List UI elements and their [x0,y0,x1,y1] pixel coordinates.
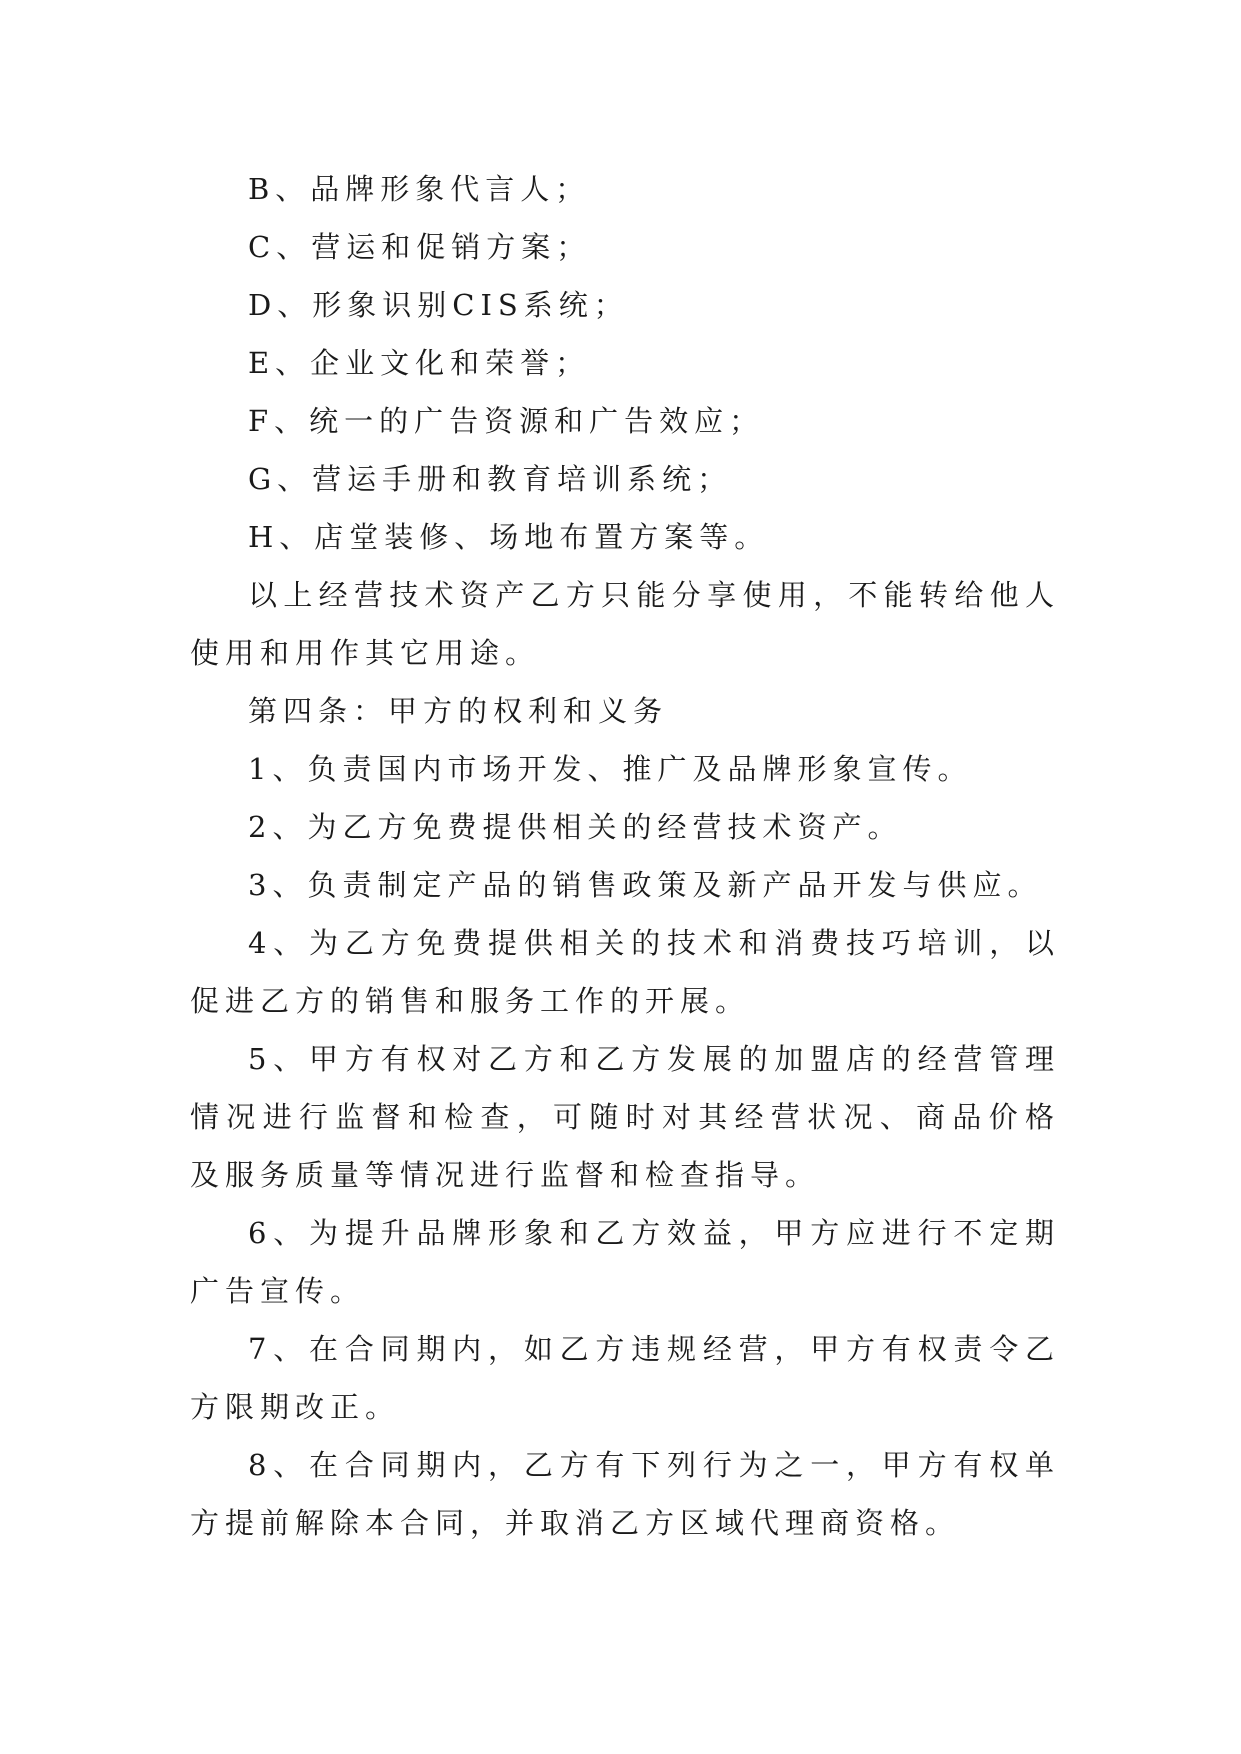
list-item-e: E、企业文化和荣誉； [248,346,591,380]
list-item-b: B、品牌形象代言人； [248,172,591,206]
list-item-c: C、营运和促销方案； [248,230,592,264]
clause-5: 5、甲方有权对乙方和乙方发展的加盟店的经营管理情况进行监督和检查，可随时对其经营状况、商品价格及服务质量等情况进行监督和检查指导。 [190,1042,1060,1192]
clause-7: 7、在合同期内，如乙方违规经营，甲方有权责令乙方限期改正。 [190,1332,1060,1424]
list-item-d: D、形象识别CIS系统； [248,288,629,322]
article-four-heading: 第四条：甲方的权利和义务 [248,694,669,728]
clause-6: 6、为提升品牌形象和乙方效益，甲方应进行不定期广告宣传。 [190,1216,1060,1308]
clause-1: 1、负责国内市场开发、推广及品牌形象宣传。 [248,752,973,786]
clause-3: 3、负责制定产品的销售政策及新产品开发与供应。 [248,868,1043,902]
clause-2: 2、为乙方免费提供相关的经营技术资产。 [248,810,903,844]
clause-4: 4、为乙方免费提供相关的技术和消费技巧培训，以促进乙方的销售和服务工作的开展。 [190,926,1060,1018]
usage-restriction-paragraph: 以上经营技术资产乙方只能分享使用，不能转给他人使用和用作其它用途。 [190,578,1060,670]
document-body [190,160,1060,1552]
clause-8: 8、在合同期内，乙方有下列行为之一，甲方有权单方提前解除本合同，并取消乙方区域代理商资格。 [190,1448,1060,1540]
list-item-g: G、营运手册和教育培训系统； [248,462,733,496]
list-item-h: H、店堂装修、场地布置方案等。 [248,520,770,554]
list-item-f: F、统一的广告资源和广告效应； [248,404,765,438]
